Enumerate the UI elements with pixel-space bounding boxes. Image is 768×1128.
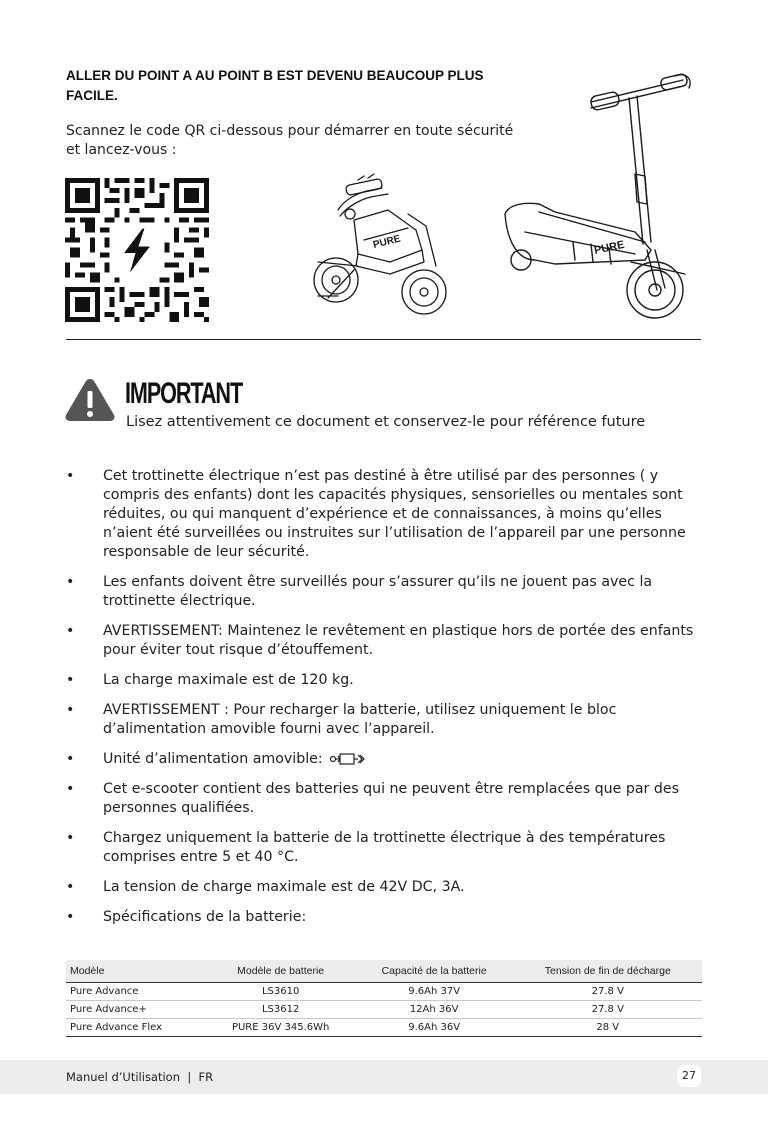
scooter-brand: PURE [593,238,626,257]
list-item-text: Les enfants doivent être surveillés pour s’assurer qu’ils ne jouent pas avec la trottinette électrique. [103,574,653,609]
list-item [66,467,706,562]
list-item-text: La tension de charge maximale est de 42V DC, 3A. [103,879,465,895]
table-cell: LS3612 [207,1000,355,1018]
table-row [66,1018,702,1036]
page-footer [0,1060,768,1094]
folded-scooter-icon [298,170,458,330]
table-cell: 9.6Ah 36V [355,1018,514,1036]
table-cell: 27.8 V [514,982,702,1000]
list-item-text: Cet e-scooter contient des batteries qui ne peuvent être remplacées que par des personnes qualifiées. [103,781,680,816]
qr-code-icon[interactable] [65,178,209,322]
list-item-text: Cet trottinette électrique n’est pas destiné à être utilisé par des personnes ( y compris des enfants) dont les capacités physiques, sensorielles ou mentales sont réduites, ou qui manquent d’expérience et de connaissances, à moins qu’elles n’aient été surveillées ou instruites sur l’utilisation de l’appareil par une personne responsable de leur sécurité. [103,468,686,560]
list-item-text: Unité d’alimentation amovible: [103,751,323,767]
column-header: Modèle [66,960,207,982]
list-item [66,750,706,769]
battery-spec-table [66,960,702,1037]
important-subtitle: Lisez attentivement ce document et conservez-le pour référence future [126,414,646,430]
list-item [66,829,706,867]
column-header: Modèle de batterie [207,960,355,982]
list-item [66,671,706,690]
intro-text: Scannez le code QR ci-dessous pour démarrer en toute sécurité et lancez-vous : [66,123,514,158]
important-title: IMPORTANT [125,377,243,410]
table-row [66,982,702,1000]
table-cell: 9.6Ah 37V [355,982,514,1000]
table-cell: 12Ah 36V [355,1000,514,1018]
scooter-icon [495,64,700,339]
table-cell: PURE 36V 345.6Wh [207,1018,355,1036]
table-cell: Pure Advance Flex [66,1018,207,1036]
footer-label: Manuel d’Utilisation | FR [66,1070,214,1084]
table-row [66,1000,702,1018]
list-item [66,701,706,739]
power-supply-icon [329,752,365,766]
page-number: 27 [677,1065,701,1087]
table-cell: Pure Advance [66,982,207,1000]
list-item-text: Chargez uniquement la batterie de la trottinette électrique à des températures comprises entre 5 et 40 °C. [103,830,666,865]
table-cell: Pure Advance+ [66,1000,207,1018]
table-cell: 28 V [514,1018,702,1036]
table-cell: 27.8 V [514,1000,702,1018]
table-header-row [66,960,702,982]
folded-scooter-brand: PURE [372,233,402,251]
list-item [66,878,706,897]
list-item-text: AVERTISSEMENT : Pour recharger la batterie, utilisez uniquement le bloc d’alimentation amovible fourni avec l’appareil. [103,702,617,737]
section-divider [66,339,701,340]
list-item-text: La charge maximale est de 120 kg. [103,672,354,688]
table-cell: LS3610 [207,982,355,1000]
list-item-text: AVERTISSEMENT: Maintenez le revêtement en plastique hors de portée des enfants pour éviter tout risque d’étouffement. [103,623,694,658]
column-header: Capacité de la batterie [355,960,514,982]
list-item [66,573,706,611]
list-item [66,622,706,660]
warning-icon [64,377,116,423]
list-item [66,908,706,927]
list-item-text: Spécifications de la batterie: [103,909,307,925]
column-header: Tension de fin de décharge [514,960,702,982]
headline: ALLER DU POINT A AU POINT B EST DEVENU BEAUCOUP PLUS FACILE. [66,68,484,103]
list-item [66,780,706,818]
safety-list [66,467,706,938]
